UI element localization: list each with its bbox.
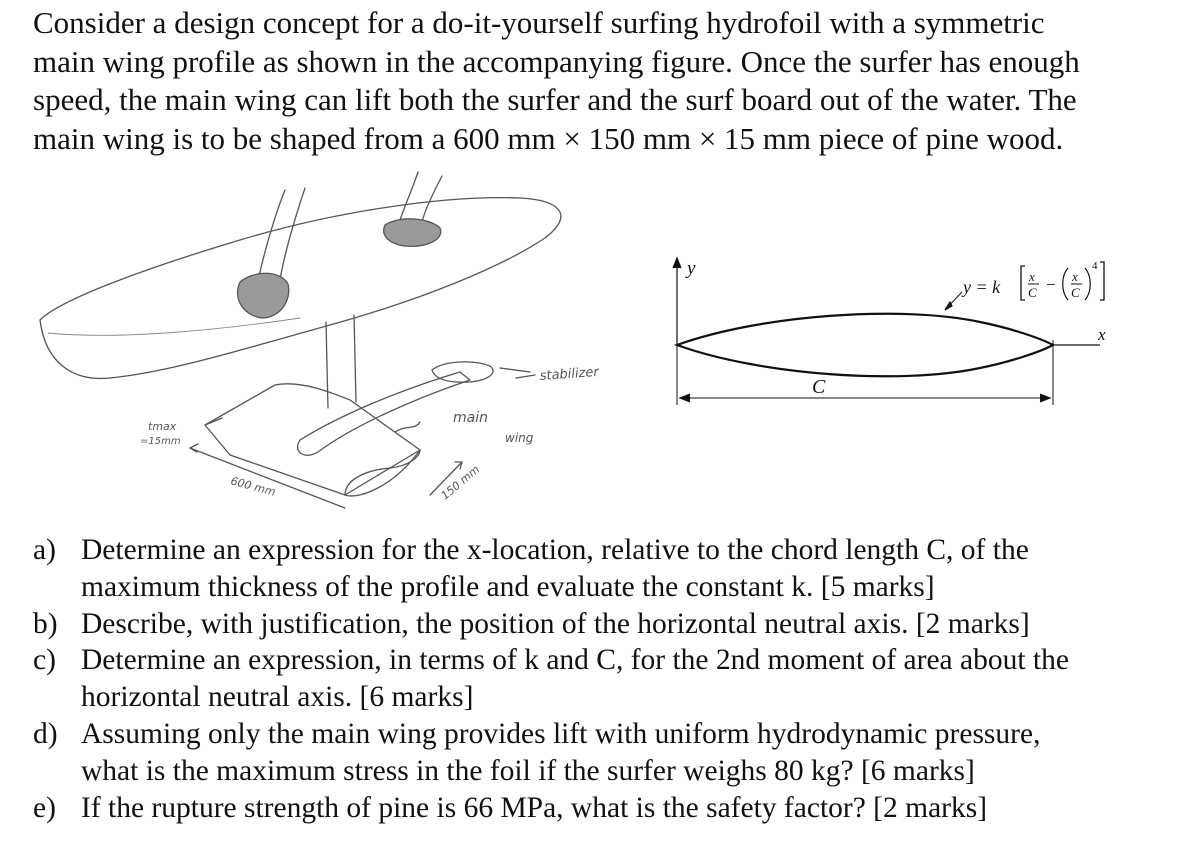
question-marker: b) <box>33 607 58 640</box>
question-marker: c) <box>33 644 56 677</box>
surfboard-outline <box>40 198 561 379</box>
intro-line: main wing is to be shaped from a 600 mm × 150 mm × 15 mm piece of pine wood. <box>33 120 1064 156</box>
minus-sign: − <box>1046 275 1056 294</box>
tmax-label: tmax <box>148 420 177 433</box>
profile-equation <box>961 260 1104 300</box>
equation-exponent: 4 <box>1092 260 1098 272</box>
surfer-foot <box>238 273 289 318</box>
question-line: Assuming only the main wing provides lift with uniform hydrodynamic pressure, <box>81 717 1041 750</box>
thickness-arrow <box>205 418 222 425</box>
width-label: 150 mm <box>438 462 483 503</box>
question-marker: a) <box>33 534 56 566</box>
intro-line: speed, the main wing can lift both the surfer and the surf board out of the water. The <box>33 82 1077 117</box>
question-line: Determine an expression for the x-location, relative to the chord length C, of the <box>81 534 1029 566</box>
question-line: If the rupture strength of pine is 66 MPa, what is the safety factor? [2 marks] <box>81 791 988 824</box>
y-axis-label: y <box>687 258 696 279</box>
sketch-labels <box>140 365 601 503</box>
question-line: what is the maximum stress in the foil if the surfer weighs 80 kg? [6 marks] <box>81 754 975 787</box>
paren-denominator: C <box>1071 285 1080 300</box>
stabilizer <box>432 362 493 382</box>
question-list <box>33 532 1183 826</box>
length-label: 600 mm <box>229 474 277 499</box>
question-item <box>33 716 1183 790</box>
stabilizer-label: stabilizer <box>539 364 600 384</box>
question-marker: d) <box>33 717 58 750</box>
chord-label: C <box>812 376 826 398</box>
question-marker: e) <box>33 791 56 824</box>
intro-line: main wing profile as shown in the accompanying figure. Once the surfer has enough <box>33 43 1080 79</box>
fuselage <box>298 372 470 455</box>
paren-numerator: x <box>1072 269 1078 284</box>
main-label: main <box>453 410 488 426</box>
airfoil-profile <box>677 314 1053 377</box>
question-line: Determine an expression, in terms of k and C, for the 2nd moment of area about the <box>81 644 1069 677</box>
x-axis-label: x <box>1098 325 1106 344</box>
question-item <box>33 790 1183 827</box>
surfer-foot <box>384 219 441 246</box>
question-line: maximum thickness of the profile and evaluate the constant k. [5 marks] <box>81 570 935 603</box>
question-line: horizontal neutral axis. [6 marks] <box>81 681 474 714</box>
hydrofoil-sketch <box>40 172 561 508</box>
profile-figure <box>673 258 1100 405</box>
fraction-denominator: C <box>1028 285 1037 300</box>
wing-label: wing <box>505 431 534 445</box>
mast <box>326 315 356 408</box>
question-line: Describe, with justification, the position of the horizontal neutral axis. [2 marks] <box>81 607 1030 640</box>
question-item <box>33 642 1183 716</box>
tmax-value: =15mm <box>140 436 181 447</box>
length-dimension <box>190 448 345 508</box>
fraction-numerator: x <box>1029 269 1035 284</box>
intro-line: Consider a design concept for a do-it-yourself surfing hydrofoil with a symmetric <box>33 5 1045 40</box>
surfer-leg <box>258 190 285 280</box>
equation-lhs: y = k <box>963 277 1001 297</box>
question-item <box>33 606 1183 643</box>
question-item <box>33 532 1183 606</box>
surfer-leg <box>400 172 418 220</box>
